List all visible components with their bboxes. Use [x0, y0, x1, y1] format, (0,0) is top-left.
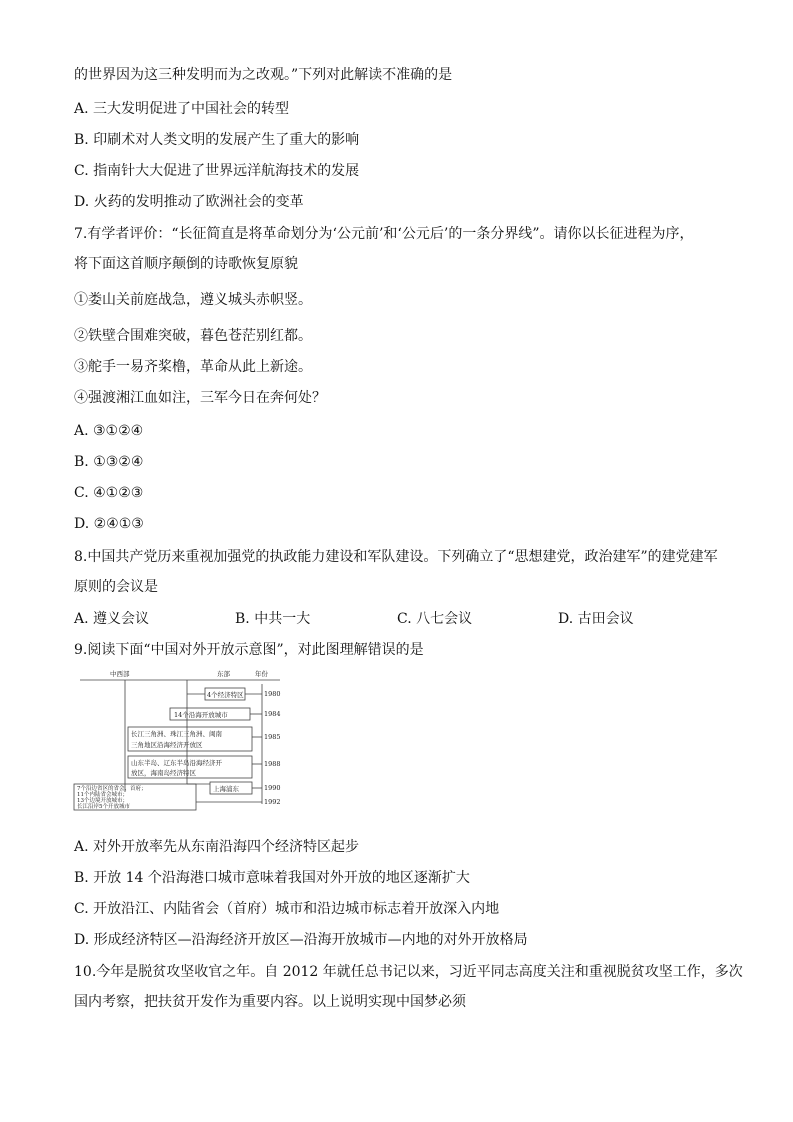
diagram-box-special-zones: 4个经济特区	[207, 691, 244, 699]
q8-option-c: C. 八七会议	[397, 611, 473, 627]
opening-up-diagram	[70, 664, 290, 812]
diagram-header-year: 年份	[255, 670, 268, 678]
q6-option-c: C. 指南针大大促进了世界远洋航海技术的发展	[74, 163, 360, 179]
diagram-year-1992: 1992	[264, 798, 281, 806]
q8-option-a: A. 遵义会议	[74, 611, 150, 627]
diagram-year-1985: 1985	[264, 733, 281, 741]
diagram-year-1990: 1990	[264, 784, 281, 792]
q6-option-a: A. 三大发明促进了中国社会的转型	[74, 101, 290, 117]
diagram-box-delta-line2: 三角地区沿海经济开放区	[131, 741, 203, 749]
q8-option-b: B. 中共一大	[235, 611, 311, 627]
q7-option-a: A. ③①②④	[74, 423, 144, 439]
diagram-box-inland-line4: 长江沿岸5个开放城市	[77, 804, 130, 810]
diagram-box-inland-line1: 7个沿边省区的省会、首府；	[77, 786, 147, 792]
q9-stem: 9.阅读下面“中国对外开放示意图”，对此图理解错误的是	[74, 642, 424, 658]
q6-option-b: B. 印刷术对人类文明的发展产生了重大的影响	[74, 132, 360, 148]
q10-stem-line2: 国内考察，把扶贫开发作为重要内容。以上说明实现中国梦必须	[74, 994, 466, 1010]
diagram-box-inland-line3: 13个边境开放城市；	[77, 798, 128, 804]
diagram-box-peninsula-line2: 放区，海南岛经济特区	[131, 769, 196, 777]
diagram-year-1980: 1980	[264, 690, 281, 698]
diagram-year-1984: 1984	[264, 710, 281, 718]
q10-stem-line1: 10.今年是脱贫攻坚收官之年。自 2012 年就任总书记以来，习近平同志高度关注和重视脱贫攻坚工作，多次	[74, 964, 743, 980]
q7-option-c: C. ④①②③	[74, 485, 144, 501]
q9-option-c: C. 开放沿江、内陆省会（首府）城市和沿边城市标志着开放深入内地	[74, 901, 500, 917]
diagram-box-delta-line1: 长江三角洲、珠江三角洲、闽南	[131, 730, 222, 738]
q9-option-d: D. 形成经济特区—沿海经济开放区—沿海开放城市—内地的对外开放格局	[74, 932, 528, 948]
q7-stem-line2: 将下面这首顺序颠倒的诗歌恢复原貌	[74, 256, 298, 272]
diagram-header-mid-west: 中西部	[110, 670, 130, 678]
q7-option-d: D. ②④①③	[74, 516, 144, 532]
q7-poem-4: ④强渡湘江血如注，三军今日在奔何处？	[74, 390, 326, 406]
q7-poem-1: ①娄山关前庭战急，遵义城头赤帜竖。	[74, 292, 312, 308]
diagram-year-1988: 1988	[264, 760, 281, 768]
q8-option-d: D. 古田会议	[558, 611, 634, 627]
diagram-box-coastal-cities: 14个沿海开放城市	[174, 711, 228, 719]
q7-option-b: B. ①③②④	[74, 454, 144, 470]
q8-stem-line2: 原则的会议是	[74, 579, 158, 595]
diagram-box-pudong: 上海浦东	[213, 785, 239, 793]
q7-stem-line1: 7.有学者评价：“长征简直是将革命划分为‘公元前’和‘公元后’的一条分界线”。请你以长征进程为序，	[74, 226, 694, 242]
q6-option-d: D. 火药的发明推动了欧洲社会的变革	[74, 194, 304, 210]
q9-option-b: B. 开放 14 个沿海港口城市意味着我国对外开放的地区逐渐扩大	[74, 870, 470, 886]
q6-stem-tail: 的世界因为这三种发明而为之改观。”下列对此解读不准确的是	[74, 67, 453, 83]
q9-option-a: A. 对外开放率先从东南沿海四个经济特区起步	[74, 839, 360, 855]
diagram-box-peninsula-line1: 山东半岛、辽东半岛沿海经济开	[131, 759, 222, 767]
diagram-header-east: 东部	[217, 670, 230, 678]
q7-poem-3: ③舵手一易齐桨橹，革命从此上新途。	[74, 359, 312, 375]
q7-poem-2: ②铁壁合围难突破，暮色苍茫别红都。	[74, 328, 312, 344]
q8-stem-line1: 8.中国共产党历来重视加强党的执政能力建设和军队建设。下列确立了“思想建党，政治建军”的建党建军	[74, 549, 718, 565]
diagram-box-inland-line2: 11个内陆省会城市；	[77, 792, 128, 798]
